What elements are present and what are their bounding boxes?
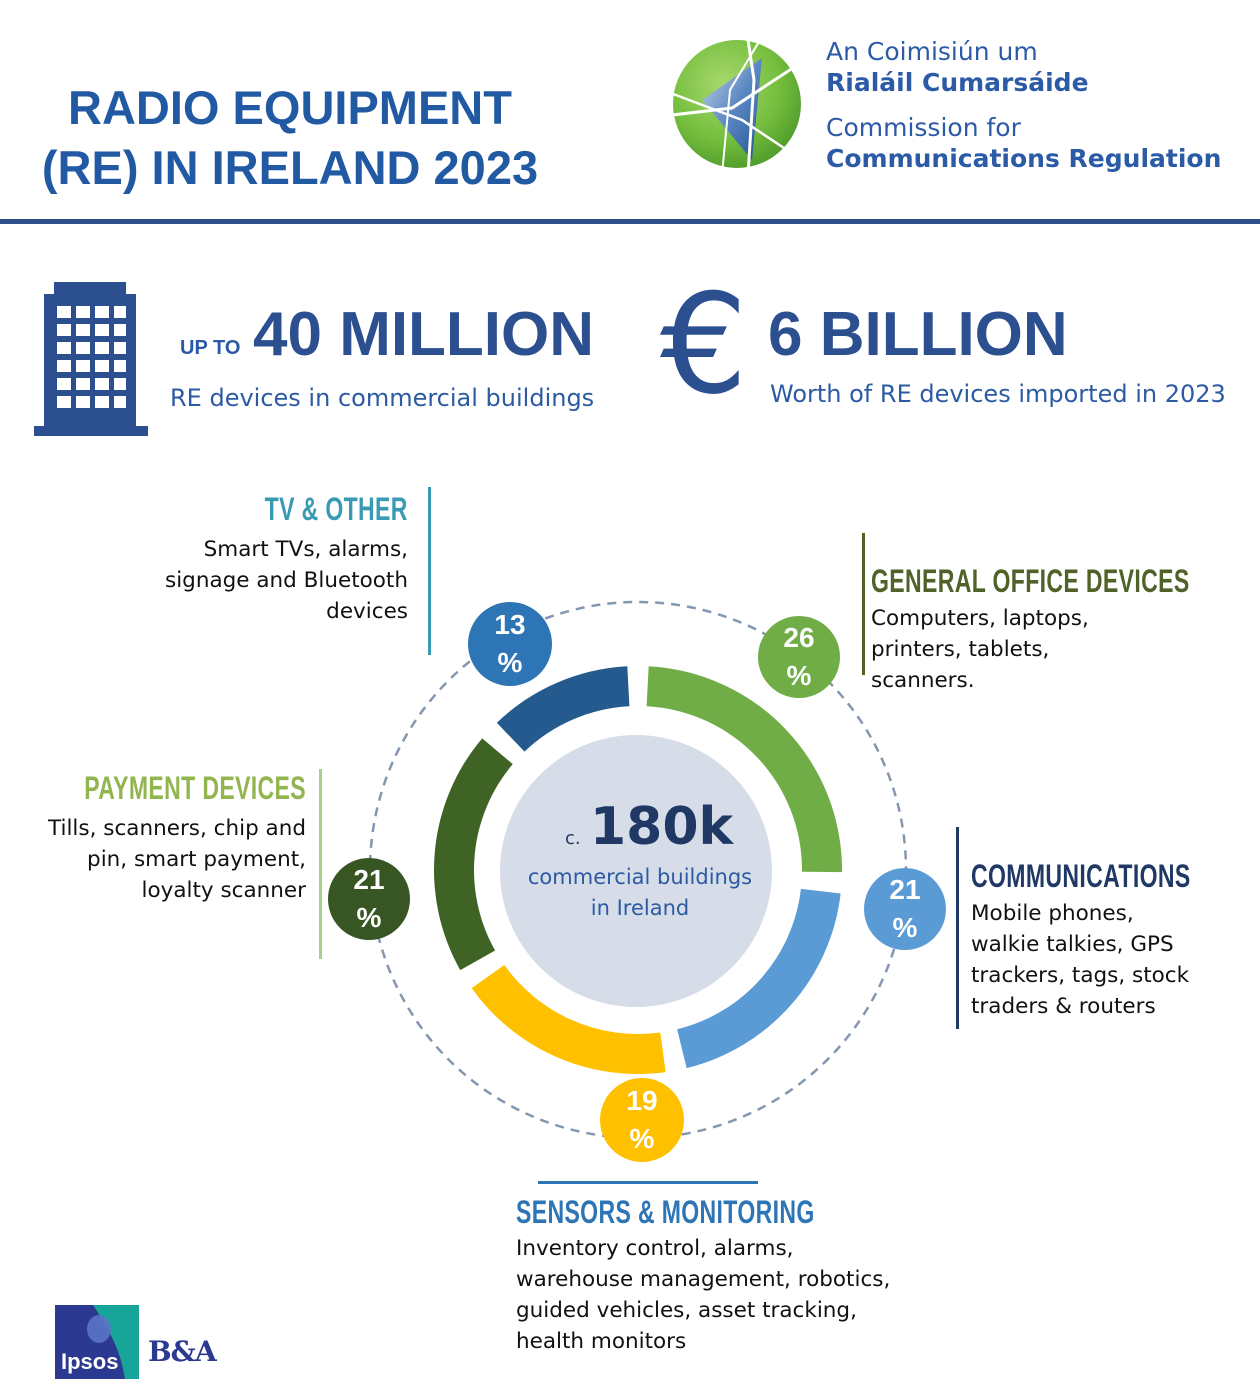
communications-desc-line1: Mobile phones, <box>971 901 1134 926</box>
bubble-general-office-unit: % <box>786 660 812 691</box>
tv-other-desc-line1: Smart TVs, alarms, <box>203 537 408 562</box>
ba-logo: B&A <box>148 1335 216 1368</box>
tv-other-divider <box>428 487 431 655</box>
general-office-desc-line3: scanners. <box>871 668 975 693</box>
sensors-desc-line1: Inventory control, alarms, <box>516 1236 794 1261</box>
bubble-payment-unit: % <box>356 902 382 933</box>
sensors-description <box>516 1233 890 1357</box>
value-stat-value: 6 BILLION <box>768 300 1068 369</box>
bubble-communications-value: 21 <box>889 874 921 905</box>
payment-title: PAYMENT DEVICES <box>84 770 306 806</box>
page-title-line2: (RE) IN IRELAND 2023 <box>41 141 539 194</box>
ipsos-logo-text: Ipsos <box>61 1349 119 1374</box>
org-name-line2: Rialáil Cumarsáide <box>826 68 1089 97</box>
org-name-line4: Communications Regulation <box>826 144 1222 173</box>
sensors-divider <box>538 1181 758 1184</box>
communications-title: COMMUNICATIONS <box>971 858 1191 894</box>
center-value: 180k <box>590 797 734 857</box>
general-office-divider <box>862 533 865 675</box>
tv-other-desc-line3: devices <box>326 599 408 624</box>
ipsos-logo-icon <box>55 1305 139 1379</box>
bubble-tv-other <box>468 602 552 686</box>
general-office-desc-line1: Computers, laptops, <box>871 606 1089 631</box>
bubble-payment-value: 21 <box>353 864 385 895</box>
tv-other-title: TV & OTHER <box>264 491 408 527</box>
sensors-desc-line3: guided vehicles, asset tracking, <box>516 1298 857 1323</box>
payment-desc-line1: Tills, scanners, chip and <box>48 816 306 841</box>
communications-description <box>971 898 1189 1022</box>
general-office-desc-line2: printers, tablets, <box>871 637 1050 662</box>
tv-other-desc-line2: signage and Bluetooth <box>165 568 408 593</box>
bubble-general-office-value: 26 <box>783 622 815 653</box>
org-name-line3: Commission for <box>826 113 1021 142</box>
general-office-description <box>871 603 1089 696</box>
sensors-title: SENSORS & MONITORING <box>516 1194 815 1230</box>
communications-desc-line2: walkie talkies, GPS <box>971 932 1174 957</box>
sensors-desc-line2: warehouse management, robotics, <box>516 1267 891 1292</box>
payment-divider <box>319 769 322 959</box>
org-name-line1: An Coimisiún um <box>826 37 1038 66</box>
tv-other-description <box>165 534 408 627</box>
devices-stat-label: RE devices in commercial buildings <box>170 384 595 412</box>
general-office-title: GENERAL OFFICE DEVICES <box>871 563 1190 599</box>
center-label-line1: commercial buildings <box>527 865 753 889</box>
bubble-sensors <box>600 1078 684 1162</box>
center-prefix: c. <box>565 828 581 849</box>
bubble-general-office <box>758 616 840 698</box>
center-label <box>500 862 780 924</box>
devices-stat-value: 40 MILLION <box>253 300 595 369</box>
sensors-desc-line4: health monitors <box>516 1329 687 1354</box>
bubble-communications <box>864 868 946 950</box>
payment-description <box>48 813 306 906</box>
bubble-payment <box>328 858 410 940</box>
payment-desc-line3: loyalty scanner <box>141 878 306 903</box>
communications-divider <box>956 827 959 1029</box>
page-title-line1: RADIO EQUIPMENT <box>68 81 512 134</box>
bubble-sensors-unit: % <box>629 1123 655 1154</box>
center-label-line2: in Ireland <box>590 896 690 920</box>
bubble-sensors-value: 19 <box>626 1085 658 1116</box>
euro-icon: € <box>660 264 748 425</box>
communications-desc-line3: trackers, tags, stock <box>971 963 1190 988</box>
bubble-tv-other-unit: % <box>497 647 523 678</box>
devices-stat-prefix: UP TO <box>180 337 241 359</box>
payment-desc-line2: pin, smart payment, <box>87 847 306 872</box>
bubble-tv-other-value: 13 <box>494 609 526 640</box>
bubble-communications-unit: % <box>892 912 918 943</box>
communications-desc-line4: traders & routers <box>971 994 1156 1019</box>
value-stat-label: Worth of RE devices imported in 2023 <box>770 380 1226 408</box>
